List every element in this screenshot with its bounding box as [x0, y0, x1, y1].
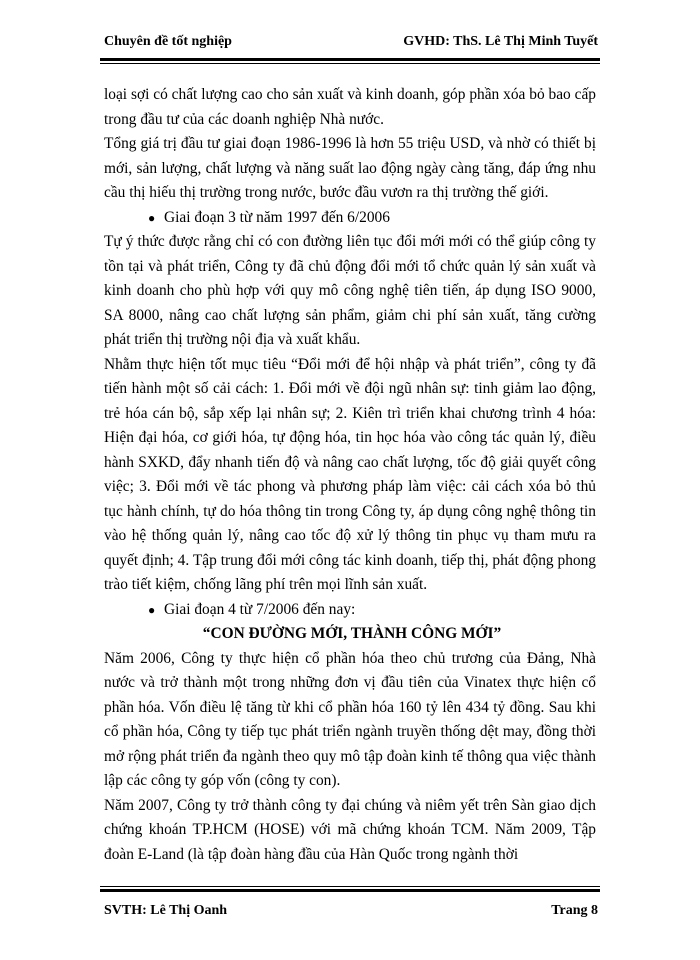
bullet-text: Giai đoạn 4 từ 7/2006 đến nay:: [164, 600, 356, 618]
bullet-item-phase-3: [104, 206, 596, 231]
paragraph: Nhằm thực hiện tốt mục tiêu “Đổi mới để hội nhập và phát triển”, công ty đã tiến hành một số cải cách: 1. Đổi mới về đội ngũ nhân sự: tinh giảm lao động, trẻ hóa cán bộ, sắp xếp lại nhân sự; 2. Kiên trì triển khai chương trình 4 hóa: Hiện đại hóa, cơ giới hóa, tự động hóa, tin học hóa vào công tác quản lý, điều hành SXKD, đẩy nhanh tiến độ và nâng cao chất lượng, tốc độ giải quyết công việc; 3. Đổi mới về tác phong và phương pháp làm việc: cải cách xóa bỏ thủ tục hành chính, tự do hóa thông tin trong Công ty, áp dụng công nghệ thông tin vào hệ thống quản lý, nâng cao tốc độ xử lý thông tin phục vụ tham mưu ra quyết định; 4. Tập trung đổi mới công tác kinh doanh, tiếp thị, phát động phong trào tiết kiệm, chống lãng phí trên mọi lĩnh sản xuất.: [104, 355, 596, 593]
bullet-text: Giai đoạn 3 từ năm 1997 đến 6/2006: [164, 208, 390, 226]
footer-rule: [100, 889, 600, 892]
bullet-item-phase-4: [104, 598, 596, 623]
header-document-type: Chuyên đề tốt nghiệp: [104, 34, 232, 49]
header-rule: [100, 58, 600, 61]
page-number: Trang 8: [551, 903, 598, 918]
slogan-heading: “CON ĐƯỜNG MỚI, THÀNH CÔNG MỚI”: [202, 625, 502, 642]
page-body: [104, 83, 596, 867]
paragraph: loại sợi có chất lượng cao cho sản xuất và kinh doanh, góp phần xóa bỏ bao cấp trong đầu tư của các doanh nghiệp Nhà nước.: [104, 86, 596, 128]
page-header: [104, 34, 598, 50]
page-footer: [104, 903, 598, 919]
bullet-icon: ●: [148, 210, 156, 225]
footer-rule-thin: [100, 886, 600, 887]
footer-student-name: SVTH: Lê Thị Oanh: [104, 903, 228, 918]
header-rule-thin: [100, 63, 600, 64]
paragraph: Tổng giá trị đầu tư giai đoạn 1986-1996 là hơn 55 triệu USD, và nhờ có thiết bị mới, sản lượng, chất lượng và năng suất lao động ngày càng tăng, đáp ứng nhu cầu thị hiếu thị trường trong nước, bước đầu vươn ra thị trường thế giới.: [104, 135, 596, 201]
bullet-icon: ●: [148, 602, 156, 617]
paragraph: Năm 2007, Công ty trở thành công ty đại chúng và niêm yết trên Sàn giao dịch chứng khoán TP.HCM (HOSE) với mã chứng khoán TCM. Năm 2009, Tập đoàn E-Land (là tập đoàn hàng đầu của Hàn Quốc trong ngành thời: [104, 796, 596, 863]
paragraph: Năm 2006, Công ty thực hiện cổ phần hóa theo chủ trương của Đảng, Nhà nước và trở thành một trong những đơn vị đầu tiên của Vinatex thực hiện cổ phần hóa. Vốn điều lệ tăng từ khi cổ phần hóa 160 tỷ lên 434 tỷ đồng. Sau khi cổ phần hóa, Công ty tiếp tục phát triển ngành truyền thống dệt may, đồng thời mở rộng phát triển đa ngành theo quy mô tập đoàn kinh tế thông qua việc thành lập các công ty góp vốn (công ty con).: [104, 649, 596, 789]
header-advisor: GVHD: ThS. Lê Thị Minh Tuyết: [403, 34, 598, 49]
paragraph: Tự ý thức được rằng chỉ có con đường liên tục đổi mới mới có thể giúp công ty tồn tại và phát triển, Công ty đã chủ động đổi mới tổ chức quản lý sản xuất và kinh doanh cho phù hợp với quy mô công nghệ tiên tiến, áp dụng ISO 9000, SA 8000, nâng cao chất lượng sản phẩm, giảm chi phí sản xuất, tăng cường phát triển thị trường nội địa và xuất khẩu.: [104, 233, 596, 348]
